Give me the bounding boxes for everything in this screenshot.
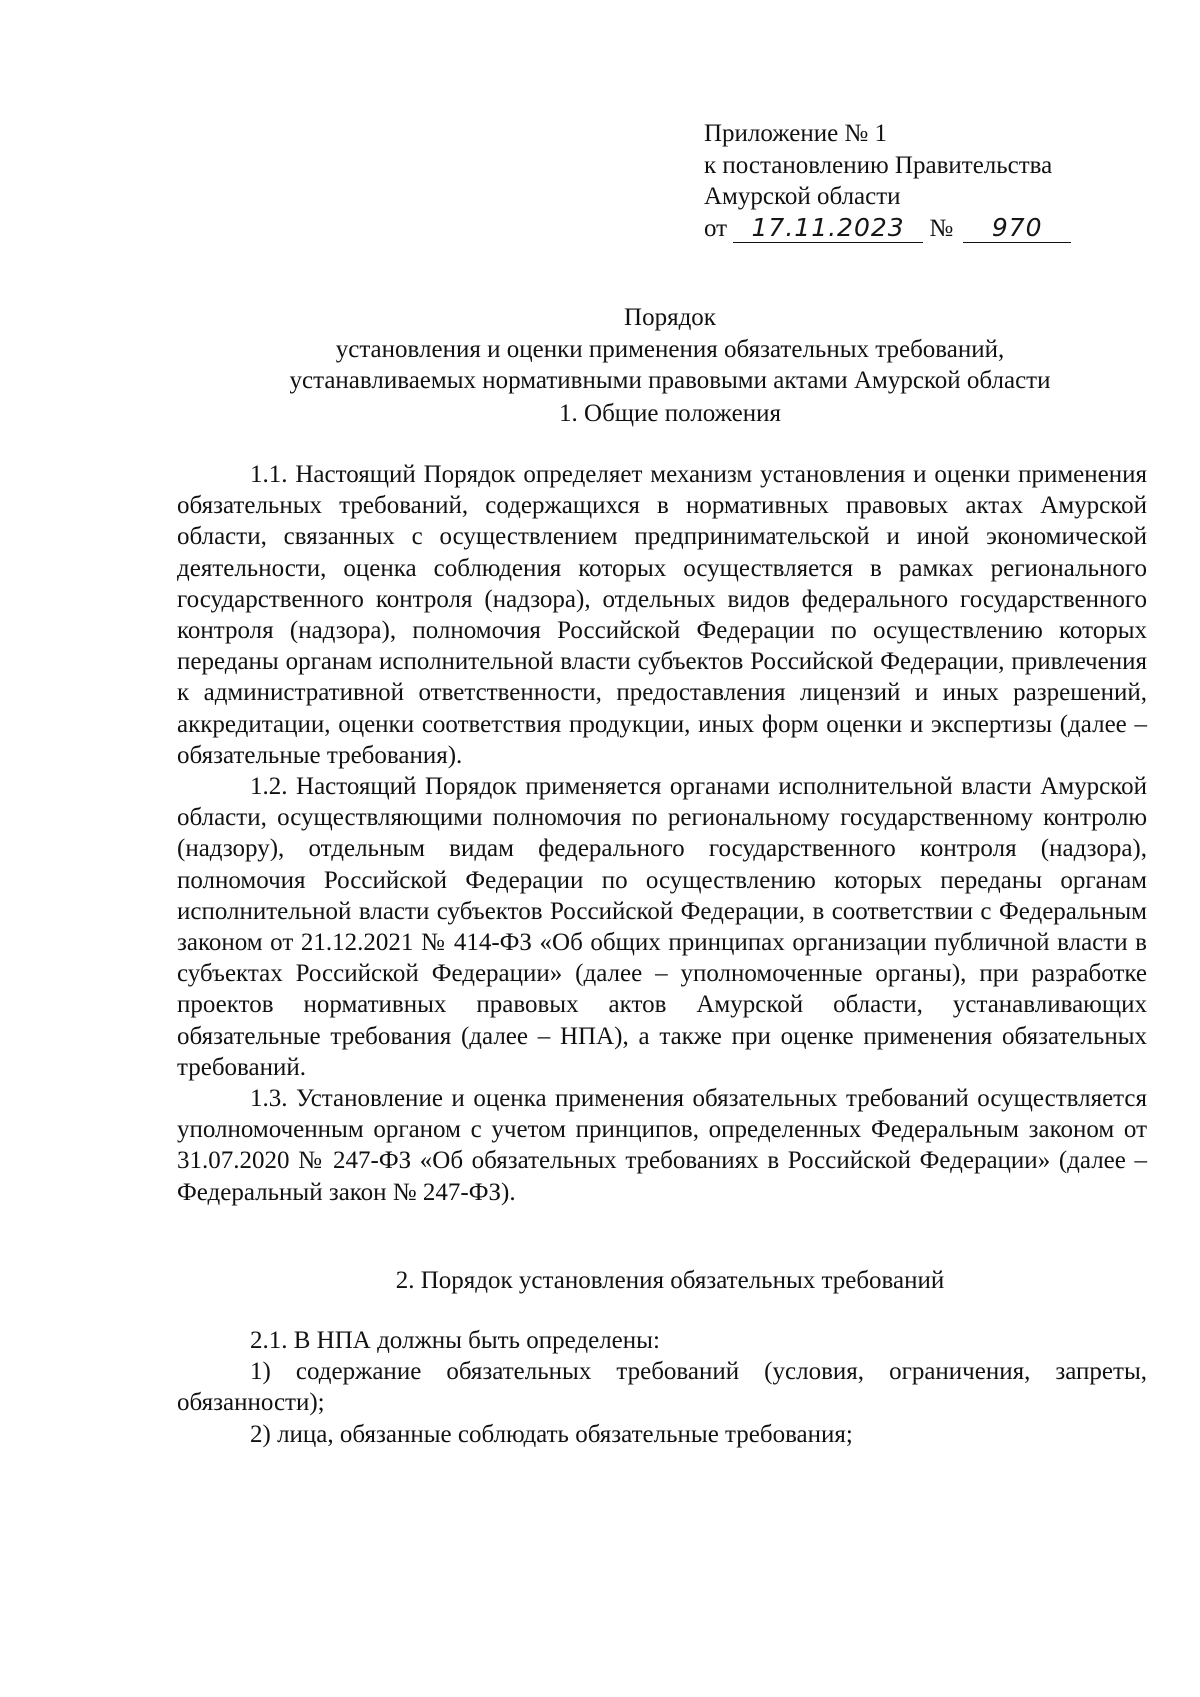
- title-line-1: Порядок: [624, 304, 716, 331]
- paragraph-1-3: 1.3. Установление и оценка применения обязательных требований осуществляется уполномоченным органом с учетом принципов, определенных Федеральным законом от 31.07.2020 № 247-ФЗ «Об обязательных требованиях в Российской Федерации» (далее – Федеральный закон № 247-ФЗ).: [177, 1085, 1147, 1206]
- paragraph-2-1: 2.1. В НПА должны быть определены:: [250, 1327, 660, 1354]
- appendix-block: [704, 118, 1134, 244]
- number-sign: №: [929, 214, 954, 242]
- paragraph-2-1-item-2: 2) лица, обязанные соблюдать обязательные требования;: [250, 1420, 853, 1448]
- date-prefix: от: [704, 214, 728, 242]
- appendix-line-1: Приложение № 1: [704, 120, 888, 147]
- section-2-body: [177, 1325, 1147, 1450]
- number-field: [963, 214, 1071, 243]
- paragraph-2-1-item-1: 1) содержание обязательных требований (условия, ограничения, запреты, обязанности);: [177, 1358, 1147, 1417]
- document-title: [150, 302, 1190, 397]
- appendix-date-line: [704, 213, 1134, 245]
- paragraph-1-1: 1.1. Настоящий Порядок определяет механизм установления и оценки применения обязательных требований, содержащихся в нормативных правовых актах Амурской области, связанных с осуществлением предпринимательской и иной экономической деятельности, оценка соблюдения которых осуществляется в рамках регионального государственного контроля (надзора), отдельных видов федерального государственного контроля (надзора), полномочия Российской Федерации по осуществлению которых переданы органам исполнительной власти субъектов Российской Федерации, привлечения к административной ответственности, предоставления лицензий и иных разрешений, аккредитации, оценки соответствия продукции, иных форм оценки и экспертизы (далее – обязательные требования).: [177, 461, 1147, 769]
- section-1-heading: 1. Общие положения: [559, 400, 781, 427]
- appendix-line-3: Амурской области: [704, 183, 901, 210]
- title-line-2: установления и оценки применения обязательных требований,: [335, 335, 1005, 363]
- handwritten-date: 17.11.2023: [751, 212, 905, 242]
- handwritten-number: 970: [991, 212, 1043, 242]
- paragraph-1-2: 1.2. Настоящий Порядок применяется органами исполнительной власти Амурской области, осуществляющими полномочия по региональному государственному контролю (надзору), отдельным видам федерального государственного контроля (надзора), полномочия Российской Федерации по осуществлению которых переданы органам исполнительной власти субъектов Российской Федерации, в соответствии с Федеральным законом от 21.12.2021 № 414-ФЗ «Об общих принципах организации публичной власти в субъектах Российской Федерации» (далее – уполномоченные органы), при разработке проектов нормативных правовых актов Амурской области, устанавливающих обязательные требования (далее – НПА), а также при оценке применения обязательных требований.: [177, 773, 1147, 1081]
- appendix-line-2: к постановлению Правительства: [704, 151, 1053, 179]
- title-line-3: устанавливаемых нормативными правовыми актами Амурской области: [289, 367, 1051, 394]
- section-2-heading: 2. Порядок установления обязательных требований: [395, 1267, 945, 1294]
- date-field: [733, 214, 923, 243]
- section-1-body: [177, 459, 1147, 1208]
